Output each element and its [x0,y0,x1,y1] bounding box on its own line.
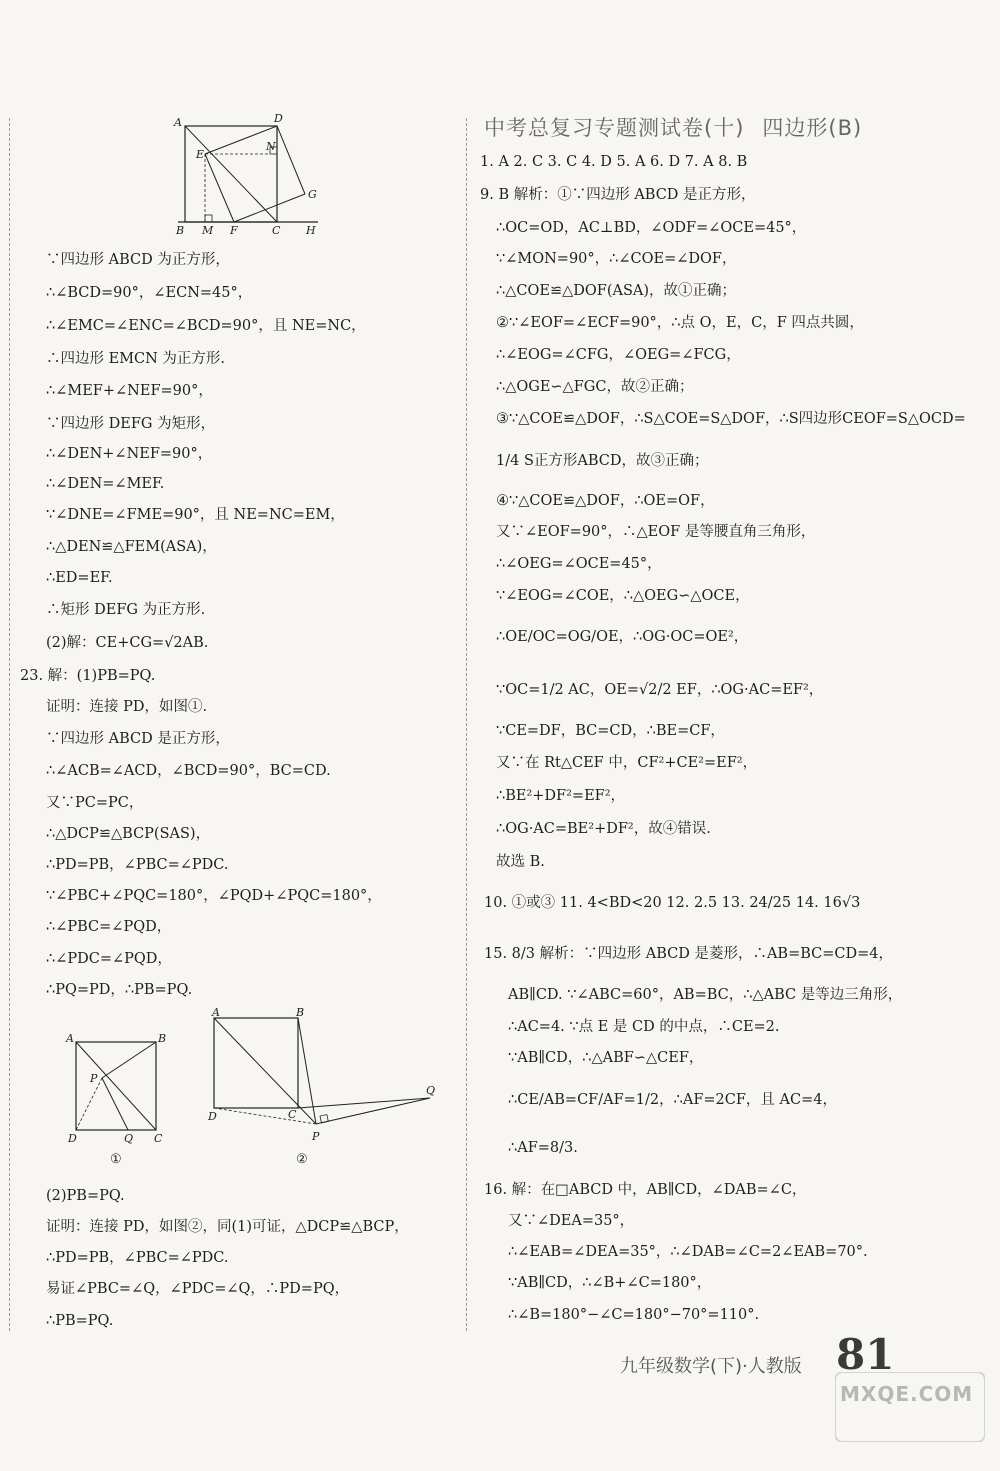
right-line: ∴AC=4. ∵点 E 是 CD 的中点，∴CE=2. [508,1019,780,1035]
left-line: ∴∠ACB=∠ACD，∠BCD=90°，BC=CD. [46,763,331,779]
right-line: ∴OE/OC=OG/OE，∴OG·OC=OE²， [496,629,749,645]
left-line: 证明：连接 PD，如图②，同(1)可证，△DCP≌△BCP， [46,1219,409,1235]
left-line: ∴PD=PB，∠PBC=∠PDC. [46,857,229,873]
left-line: ∵∠PBC+∠PQC=180°，∠PQD+∠PQC=180°， [46,888,382,904]
right-line: ∴△COE≌△DOF(ASA)，故①正确； [496,283,737,299]
fig1-label-q: Q [124,1132,134,1145]
fig1-label-d: D [68,1132,77,1145]
right-line: ∴∠EOG=∠CFG，∠OEG=∠FCG， [496,347,741,363]
right-line: ∵OC=1/2 AC，OE=√2/2 EF，∴OG·AC=EF²， [496,682,824,698]
left-line: ∵∠DNE=∠FME=90°，且 NE=NC=EM， [46,507,345,523]
left-line: ∴矩形 DEFG 为正方形. [46,602,206,618]
figure-2 [204,1008,444,1148]
fig-label-b: B [176,224,185,237]
left-line: 易证∠PBC=∠Q，∠PDC=∠Q，∴PD=PQ， [46,1281,350,1297]
right-line: ∵AB∥CD，∴△ABF∽△CEF， [508,1050,704,1066]
fig-label-e: E [196,148,205,161]
footer-text: 九年级数学(下)·人教版 [620,1356,802,1377]
fig2-label-a: A [212,1008,220,1019]
right-line: 10. ①或③ 11. 4<BD<20 12. 2.5 13. 24/25 14. 16√3 [484,895,861,911]
fig1-label-c: C [154,1132,163,1145]
fig2-label-p: P [312,1130,320,1143]
right-line: 故选 B. [496,854,545,870]
left-line: ∴△DEN≌△FEM(ASA)， [46,539,217,555]
right-line: ④∵△COE≌△DOF，∴OE=OF， [496,493,715,509]
fig-label-a: A [174,116,182,129]
left-line: ∴∠BCD=90°，∠ECN=45°， [46,285,253,301]
left-line: ∴∠EMC=∠ENC=∠BCD=90°，且 NE=NC， [46,318,366,334]
left-line: ∴∠DEN=∠MEF. [46,476,165,492]
square-rectangle-figure [168,112,328,240]
fig-label-n: N [266,140,276,153]
left-line: ∴∠PDC=∠PQD， [46,951,172,967]
right-line: ∵CE=DF，BC=CD，∴BE=CF， [496,723,725,739]
watermark-text: MXQE.COM [840,1382,974,1406]
fig1-label-b: B [158,1032,167,1045]
middle-column-rule [466,118,467,1331]
fig2-label-q: Q [426,1084,436,1097]
right-line: ∴△OGE∽△FGC，故②正确； [496,379,694,395]
title-sub: 四边形(B) [762,116,863,140]
left-line: (2)PB=PQ. [46,1188,125,1204]
right-line: AB∥CD. ∵∠ABC=60°，AB=BC，∴△ABC 是等边三角形， [508,987,903,1003]
right-line: ③∵△COE≌△DOF，∴S△COE=S△DOF，∴S四边形CEOF=S△OCD= [496,411,966,427]
left-line: ∴∠PBC=∠PQD， [46,919,172,935]
left-line: ∴PD=PB，∠PBC=∠PDC. [46,1250,229,1266]
right-line: 又∵∠EOF=90°，∴△EOF 是等腰直角三角形， [496,524,816,540]
left-line: ∴PB=PQ. [46,1313,114,1329]
right-line: ∵∠EOG=∠COE，∴△OEG∽△OCE， [496,588,750,604]
right-line: 又∵在 Rt△CEF 中，CF²+CE²=EF²， [496,755,758,771]
fig-label-f: F [230,224,238,237]
right-line: ∴∠B=180°−∠C=180°−70°=110°. [508,1307,760,1323]
right-line: ∴OG·AC=BE²+DF²，故④错误. [496,821,711,837]
right-line: 又∵∠DEA=35°， [508,1213,635,1229]
right-line: 15. 8/3 解析：∵四边形 ABCD 是菱形，∴AB=BC=CD=4， [484,946,893,962]
right-line: ∵∠MON=90°，∴∠COE=∠DOF， [496,251,737,267]
fig-label-g: G [308,188,317,201]
left-line: ∴∠DEN+∠NEF=90°， [46,446,213,462]
fig1-label-a: A [66,1032,74,1045]
right-line: 16. 解：在□ABCD 中，AB∥CD，∠DAB=∠C， [484,1182,807,1198]
fig2-label-c: C [288,1108,297,1121]
right-line: ②∵∠EOF=∠ECF=90°，∴点 O，E，C，F 四点共圆， [496,315,864,331]
left-line: (2)解：CE+CG=√2AB. [46,635,209,651]
page-title [484,112,862,142]
left-line: ∴四边形 EMCN 为正方形. [46,351,226,367]
left-line: ∴PQ=PD，∴PB=PQ. [46,982,193,998]
right-line: ∴AF=8/3. [508,1140,578,1156]
fig-label-m: M [202,224,214,237]
right-line: ∵AB∥CD，∴∠B+∠C=180°， [508,1275,712,1291]
right-line: ∴CE/AB=CF/AF=1/2，∴AF=2CF，且 AC=4， [508,1092,837,1108]
right-line: ∴BE²+DF²=EF²， [496,788,626,804]
right-line: ∴∠OEG=∠OCE=45°， [496,556,662,572]
left-column-rule [9,118,10,1331]
left-line: 证明：连接 PD，如图①. [46,699,208,715]
right-line: ∴OC=OD，AC⊥BD，∠ODF=∠OCE=45°， [496,220,807,236]
left-line: 又∵PC=PC， [46,795,144,811]
left-line: ∴ED=EF. [46,570,113,586]
fig-label-d: D [274,112,283,125]
right-line: ∴∠EAB=∠DEA=35°，∴∠DAB=∠C=2∠EAB=70°. [508,1244,868,1260]
left-line: ∵四边形 DEFG 为矩形， [46,416,216,432]
right-line: 1. A 2. C 3. C 4. D 5. A 6. D 7. A 8. B [480,154,748,170]
left-line: ∵四边形 ABCD 为正方形， [46,252,230,268]
right-line: 1/4 S正方形ABCD，故③正确； [496,453,709,469]
fig2-label-b: B [296,1008,305,1019]
title-main: 中考总复习专题测试卷(十) [484,116,745,140]
left-line: ∴∠MEF+∠NEF=90°， [46,383,213,399]
left-line: 23. 解：(1)PB=PQ. [20,668,156,684]
fig2-label-d: D [208,1110,217,1123]
left-line: ∵四边形 ABCD 是正方形， [46,731,230,747]
figure-1-caption: ① [110,1152,122,1167]
fig-label-h: H [306,224,316,237]
fig1-label-p: P [90,1072,98,1085]
left-line: ∴△DCP≌△BCP(SAS)， [46,826,211,842]
page-number: 81 [836,1330,895,1379]
figure-2-caption: ② [296,1152,308,1167]
figure-1 [62,1030,172,1150]
right-line: 9. B 解析：①∵四边形 ABCD 是正方形， [480,187,756,203]
fig-label-c: C [272,224,281,237]
